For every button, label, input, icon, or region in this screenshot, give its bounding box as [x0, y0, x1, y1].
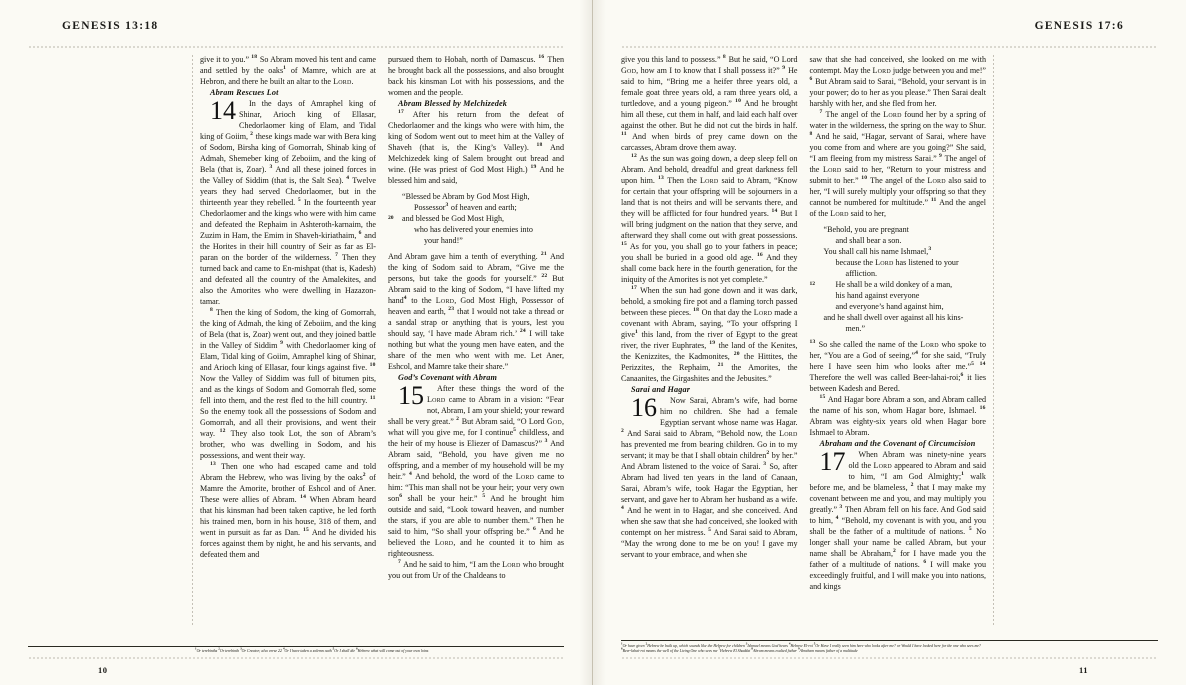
right-page [593, 0, 1186, 685]
note-line[interactable] [1001, 623, 1158, 641]
running-head-right: GENESIS 17:6 [1034, 20, 1124, 32]
note-line[interactable] [1001, 60, 1158, 78]
footnote-text: Or terebinths [196, 649, 218, 654]
verse-number: 9 [782, 65, 786, 72]
verse-number: 6 [399, 493, 403, 500]
divine-name: Lord [434, 538, 454, 547]
note-line[interactable] [28, 113, 185, 131]
divine-name: Lord [875, 258, 894, 267]
footnote-text: Ishmael means God hears [747, 643, 788, 648]
divine-name: Lord [515, 472, 535, 481]
verse-number: 4 [835, 515, 839, 522]
note-line[interactable] [28, 271, 185, 289]
note-line[interactable] [1001, 553, 1158, 571]
divine-name: Lord [872, 66, 891, 75]
verse-number: 4 [915, 350, 919, 357]
verse-number: 16 [538, 54, 545, 61]
note-line[interactable] [28, 517, 185, 535]
scripture-paragraph: $^{17}$ When the sun had gone down and it was dark, behold, a smoking fire pot and a flaming torch passed between these pieces. $^{18}$ On that day the Lord made a covenant with Abram, saying, “To your offspring I give$^1$ this land, from the river of Egypt to the great river, the river Euphrates, $^{19}$ the land of the Kenites, the Kenizzites, the Kadmonites, $^{20}$ the Hittites, the Perizzites, the Rephaim, $^{21}$ the Amorites, the Canaanites, the Girgashites and the Jebusites.” [621, 285, 798, 383]
note-line[interactable] [1001, 148, 1158, 166]
footnote-entry [333, 649, 355, 653]
divine-name: God [546, 417, 562, 426]
footnote-text: Hebrew El Shaddai [720, 649, 751, 654]
poetry-line: who has delivered your enemies into [414, 225, 533, 234]
note-line[interactable] [28, 588, 185, 606]
footnote-marker: 1 [195, 647, 197, 652]
note-line[interactable] [1001, 517, 1158, 535]
verse-number: 19 [530, 164, 537, 171]
divine-name: God [621, 66, 637, 75]
note-line[interactable] [1001, 289, 1158, 307]
section-heading: God’s Covenant with Abram [398, 373, 498, 382]
note-line[interactable] [1001, 236, 1158, 254]
verse-number: 21 [540, 251, 547, 258]
poetry-line: “Behold, you are pregnant [823, 225, 909, 234]
divine-name: Lord [822, 165, 842, 174]
note-line[interactable] [1001, 359, 1158, 377]
verse-number: 21 [717, 362, 724, 369]
note-line[interactable] [28, 78, 185, 96]
verse-number: 2 [621, 428, 624, 435]
verse-number: 3 [544, 438, 548, 445]
footnote-marker: 1 [621, 641, 623, 646]
note-line[interactable] [28, 570, 185, 588]
note-line[interactable] [1001, 377, 1158, 395]
verse-number: 1 [961, 471, 965, 478]
footnote-entry [218, 649, 239, 653]
note-line[interactable] [28, 166, 185, 184]
verse-number: 8 [210, 307, 213, 314]
margin-divider-right [993, 54, 994, 627]
footnote-marker: 6 [356, 647, 358, 652]
footnote-marker: 2 [218, 647, 220, 652]
divine-name: Lord [920, 340, 939, 349]
section-heading: Sarai and Hagar [631, 385, 691, 394]
verse-number: 4 [346, 175, 350, 182]
chapter-number: 16 [631, 393, 657, 422]
verse-number: 6 [960, 372, 964, 379]
poetry-block [388, 191, 564, 246]
left-text-columns [200, 54, 564, 627]
note-line[interactable] [1001, 588, 1158, 606]
section-heading: Abram Rescues Lot [210, 88, 279, 97]
poetry-line: his hand against everyone [835, 291, 920, 300]
divine-name: Lord [830, 209, 849, 218]
verse-number: 2 [362, 472, 366, 479]
verse-number: 15 [303, 527, 310, 534]
verse-number: 7 [335, 252, 339, 259]
verse-number: 8 [809, 131, 813, 138]
note-line[interactable] [1001, 183, 1158, 201]
footnote-entry [798, 649, 858, 653]
verse-number: 11 [621, 131, 627, 138]
note-line[interactable] [28, 95, 185, 113]
verse-number: 5 [482, 493, 486, 500]
scripture-paragraph: pursued them to Hobah, north of Damascus. $^{16}$ Then he brought back all the possessions, and also brought back his kinsman Lot with his possessions, and the women and the people. [388, 54, 565, 97]
footnote-marker: 4 [282, 647, 285, 652]
footnote-marker: 3 [240, 647, 242, 652]
note-line[interactable] [28, 60, 185, 78]
verse-number: 10 [369, 362, 376, 369]
note-line[interactable] [1001, 570, 1158, 588]
verse-number: 15 [819, 394, 826, 401]
footnote-marker: 2 [645, 641, 648, 646]
footnote-marker: 7 [718, 647, 721, 652]
scripture-paragraph: And Abram gave him a tenth of everything. $^{21}$ And the king of Sodom said to Abram, “Give me the persons, but take the goods for yourself.” $^{22}$ But Abram said to the king of Sodom, “I have lifted my hand$^4$ to the Lord, God Most High, Possessor of heaven and earth, $^{23}$ that I would not take a thread or a sandal strap or anything that is yours, lest you should say, ‘I have made Abram rich.’ $^{24}$ I will take nothing but what the young men have eaten, and the share of the men who went with me. Let Aner, Eshcol, and Mamre take their share.” [388, 251, 564, 371]
verse-number: 15 [621, 241, 627, 248]
note-line[interactable] [1001, 201, 1158, 219]
note-line[interactable] [1001, 78, 1158, 96]
note-margin-left[interactable] [28, 54, 185, 627]
note-line[interactable] [28, 605, 185, 623]
verse-number: 2 [892, 548, 896, 555]
verse-number: 7 [819, 109, 823, 116]
chapter-paragraph: 14 In the days of Amraphel king of Shinar, Arioch king of Ellasar, Chedorlaomer king of Elam, and Tidal king of Goiim, $^2$ these kings made war with Bera king of Sodom, Birsha king of Gomorrah, Shinab king of Admah, Shemeber king of Zeboiim, and the king of Bela (that is, Zoar). $^3$ And all these joined forces in the Valley of Siddim (that is, the Salt Sea). $^4$ Twelve years they had served Chedorlaomer, but in the thirteenth year they rebelled. $^5$ In the fourteenth year Chedorlaomer and the kings who were with him came and defeated the Rephaim in Ashteroth-karnaim, the Zuzim in Ham, the Emim in Shaveh-kiriathaim, $^6$ and the Horites in their hill country of Seir as far as El-paran on the border of the wilderness. $^7$ Then they turned back and came to En-mishpat (that is, Kadesh) and defeated all the country of the Amalekites, and also the Amorites who were dwelling in Hazazon-tamar. [200, 96, 377, 306]
verse-number: 12 [631, 153, 637, 160]
note-line[interactable] [28, 482, 185, 500]
verse-number: 2 [910, 482, 914, 489]
verse-number: 3 [839, 504, 843, 511]
note-line[interactable] [1001, 166, 1158, 184]
footnote-text: Or I shall die [334, 649, 356, 654]
left-page-body [28, 54, 564, 627]
footnote-text: Or Creator; also verse 22 [241, 649, 282, 654]
note-line[interactable] [1001, 605, 1158, 623]
note-line[interactable] [28, 130, 185, 148]
verse-number: 1 [283, 65, 287, 72]
note-line[interactable] [1001, 95, 1158, 113]
section-heading: Abraham and the Covenant of Circumcision [819, 439, 976, 448]
footnote-entry [788, 641, 813, 648]
verse-number: 3 [269, 164, 273, 171]
footnote-entry [621, 641, 645, 648]
note-line[interactable] [28, 394, 185, 412]
verse-number: 2 [250, 131, 254, 138]
divine-name: Lord [927, 176, 946, 185]
verse-number: 4 [403, 295, 407, 302]
footnote-entry [645, 641, 745, 648]
note-line[interactable] [28, 500, 185, 518]
verse-number: 13 [210, 461, 216, 468]
divine-name: Lord [883, 110, 902, 119]
footer-dotted-rule-right [621, 657, 1158, 659]
footnote-text: Hebrew be built up, which sounds like the Hebrew for children [647, 643, 745, 648]
verse-number: 9 [280, 340, 284, 347]
scripture-paragraph: $^{15}$ And Hagar bore Abram a son, and Abram called the name of his son, whom Hagar bore, Ishmael. $^{16}$ Abram was eighty-six years old when Hagar bore Ishmael to Abram. [809, 394, 986, 437]
verse-number: 14 [771, 208, 778, 215]
note-line[interactable] [1001, 535, 1158, 553]
note-line[interactable] [28, 289, 185, 307]
scripture-column-3 [621, 54, 798, 627]
divine-name: Lord [753, 308, 773, 317]
verse-number: 19 [709, 340, 716, 347]
footnote-entry [718, 649, 750, 653]
verse-number: 3 [928, 246, 932, 253]
scripture-column-4 [810, 54, 987, 627]
verse-number: 22 [541, 273, 548, 280]
divine-name: Lord [699, 176, 719, 185]
note-line[interactable] [28, 183, 185, 201]
note-line[interactable] [1001, 447, 1158, 465]
footnote-entry [751, 649, 797, 653]
divine-name: Lord [502, 560, 521, 569]
verse-number: 6 [532, 526, 536, 533]
note-line[interactable] [28, 201, 185, 219]
footnote-entry [283, 649, 332, 653]
footnote-text: Hebrew what will come out of your own loins [357, 649, 429, 654]
verse-number: 5 [297, 197, 301, 204]
scripture-column-1 [200, 54, 376, 627]
scripture-paragraph: $^{13}$ Then one who had escaped came and told Abram the Hebrew, who was living by the oaks$^2$ of Mamre the Amorite, brother of Eshcol and of Aner. These were allies of Abram. $^{14}$ When Abram heard that his kinsman had been taken captive, he led forth his trained men, born in his house, 318 of them, and went in pursuit as far as Dan. $^{15}$ And he divided his forces against them by night, he and his servants, and defeated them and [200, 461, 376, 559]
verse-number: 8 [722, 54, 726, 61]
scripture-paragraph: give you this land to possess.” $^8$ But he said, “O Lord God, how am I to know that I shall possess it?” $^9$ He said to him, “Bring me a heifer three years old, a female goat three years old, a ram three years old, a turtledove, and a young pigeon.” $^{10}$ And he brought him all these, cut them in half, and laid each half over against the other. But he did not cut the birds in half. $^{11}$ And when birds of prey came down on the carcasses, Abram drove them away. [621, 54, 798, 152]
verse-number: 2 [456, 416, 460, 423]
scripture-column-2 [388, 54, 564, 627]
right-text-columns [621, 54, 986, 627]
note-line[interactable] [28, 535, 185, 553]
footnote-marker: 5 [813, 641, 816, 646]
footnote-marker: 8 [751, 647, 753, 652]
scripture-paragraph: saw that she had conceived, she looked on me with contempt. May the Lord judge between you and me!” $^6$ But Abram said to Sarai, “Behold, your servant is in your power; do to her as you please.” Then Sarai dealt harshly with her, and she fled from her. [809, 55, 986, 108]
poetry-line: affliction. [845, 269, 878, 278]
note-line[interactable] [28, 429, 185, 447]
verse-number: 10 [861, 175, 868, 182]
verse-number: 12 [219, 428, 226, 435]
footnote-text: Or have given [622, 643, 645, 648]
poetry-line: and everyone’s hand against him, [835, 302, 944, 311]
verse-number: 1 [634, 329, 638, 336]
verse-number: 18 [693, 307, 700, 314]
note-line[interactable] [28, 306, 185, 324]
verse-number: 2 [766, 450, 770, 457]
footer-dotted-rule-left [28, 657, 564, 659]
poetry-line: because the Lord has listened to your [835, 258, 959, 267]
scripture-paragraph: $^{13}$ So she called the name of the Lord who spoke to her, “You are a God of seeing,”$^4$ for she said, “Truly here I have seen him who looks after me.”$^5$ $^{14}$ Therefore the well was called Beer-lahai-roi;$^6$ it lies between Kadesh and Bered. [809, 339, 987, 393]
verse-number: 14 [300, 494, 307, 501]
note-line[interactable] [1001, 412, 1158, 430]
verse-number: 3 [445, 202, 449, 209]
note-line[interactable] [28, 553, 185, 571]
poetry-line: your hand!” [424, 236, 463, 245]
chapter-number: 14 [210, 96, 236, 125]
note-line[interactable] [1001, 130, 1158, 148]
footnote-entry [356, 649, 428, 653]
footnote-text: Abraham means father of a multitude [799, 649, 858, 654]
note-line[interactable] [1001, 254, 1158, 272]
poetry-line: men.” [845, 324, 866, 333]
note-line[interactable] [28, 236, 185, 254]
footnote-marker: 5 [332, 647, 335, 652]
verse-number: 16 [979, 405, 986, 412]
verse-number: 17 [631, 285, 637, 292]
divine-name: Lord [427, 395, 446, 404]
note-line[interactable] [28, 254, 185, 272]
note-line[interactable] [1001, 500, 1158, 518]
footnote-marker: 6 [621, 647, 623, 652]
verse-number: 20 [733, 351, 740, 358]
note-line[interactable] [1001, 324, 1158, 342]
poetry-line: and shall bear a son. [835, 236, 902, 245]
chapter-number: 15 [398, 381, 424, 410]
note-line[interactable] [28, 447, 185, 465]
scripture-paragraph: $^{12}$ As the sun was going down, a deep sleep fell on Abram. And behold, dreadful and great darkness fell upon him. $^{13}$ Then the Lord said to Abram, “Know for certain that your offspring will be sojourners in a land that is not theirs and will be servants there, and they will be afflicted for four hundred years. $^{14}$ But I will bring judgment on the nation that they serve, and afterward they shall come out with great possessions. $^{15}$ As for you, you shall go to your fathers in peace; you shall be buried in a good old age. $^{16}$ And they shall come back here in the fourth generation, for the iniquity of the Amorites is not yet complete.” [621, 153, 798, 284]
footnote-entry [240, 649, 282, 653]
chapter-paragraph: 16 Now Sarai, Abram’s wife, had borne him no children. She had a female Egyptian servant whose name was Hagar. $^2$ And Sarai said to Abram, “Behold now, the Lord has prevented me from bearing children. Go in to my servant; it may be that I shall obtain children$^2$ by her.” And Abram listened to the voice of Sarai. $^3$ So, after Abram had lived ten years in the land of Canaan, Sarai, Abram’s wife, took Hagar the Egyptian, her servant, and gave her to Abram her husband as a wife. $^4$ And he went in to Hagar, and she conceived. And when she saw that she had conceived, she looked with contempt on her mistress. $^5$ And Sarai said to Abram, “May the wrong done to me be on you! I gave my servant to your embrace, and when she [621, 393, 798, 559]
note-line[interactable] [1001, 218, 1158, 236]
footnote-marker: 9 [797, 647, 800, 652]
margin-divider-left [192, 54, 193, 627]
verse-number: 5 [513, 427, 517, 434]
verse-number: 14 [979, 361, 986, 368]
note-line[interactable] [1001, 482, 1158, 500]
footnotes-right [621, 640, 1158, 655]
note-line[interactable] [1001, 271, 1158, 289]
note-line[interactable] [1001, 306, 1158, 324]
right-page-body [621, 54, 1158, 627]
chapter-paragraph: 15 After these things the word of the Lord came to Abram in a vision: “Fear not, Abram, I am your shield; your reward shall be very great.” $^2$ But Abram said, “O Lord God, what will you give me, for I continue$^5$ childless, and the heir of my house is Eliezer of Damascus?” $^3$ And Abram said, “Behold, you have given me no offspring, and a member of my household will be my heir.” $^4$ And behold, the word of the Lord came to him: “This man shall not be your heir; your very own son$^6$ shall be your heir.” $^5$ And he brought him outside and said, “Look toward heaven, and number the stars, if you are able to number them.” Then he said to him, “So shall your offspring be.” $^6$ And he believed the Lord, and he counted it to him as righteousness. [388, 381, 565, 558]
verse-number: 4 [621, 505, 624, 512]
poetry-line: 20 and blessed be God Most High, [388, 214, 505, 223]
verse-number: 6 [923, 559, 927, 566]
footnote-entry [813, 641, 981, 648]
verse-number: 10 [735, 98, 742, 105]
footnote-text: Hebrew El-roi [790, 643, 813, 648]
divine-name: Lord [779, 429, 798, 438]
footnote-text: Abram means exalted father [752, 649, 797, 654]
footnote-text: Or Have I really seen him here who looks after me? or Would I have looked here for the one who sees me? [815, 643, 981, 648]
verse-number: 24 [519, 328, 526, 335]
verse-number: 4 [409, 471, 412, 478]
chapter-paragraph: 17 When Abram was ninety-nine years old the Lord appeared to Abram and said to him, “I am God Almighty;$^1$ walk before me, and be blameless, $^2$ that I may make my covenant between me and you, and may multiply you greatly.” $^3$ Then Abram fell on his face. And God said to him, $^4$ “Behold, my covenant is with you, and you shall be the father of a multitude of nations. $^5$ No longer shall your name be called Abram, but your name shall be Abraham,$^2$ for I have made you the father of a multitude of nations. $^6$ I will make you exceedingly fruitful, and I will make you into nations, and kings [809, 447, 987, 591]
verse-number: 13 [657, 175, 664, 182]
verse-number: 9 [939, 153, 943, 160]
note-line[interactable] [28, 218, 185, 236]
verse-number: 13 [809, 339, 816, 346]
verse-number: 12 [809, 281, 816, 287]
verse-number: 11 [369, 395, 376, 402]
running-head-left: GENESIS 13:18 [62, 20, 159, 32]
verse-number: 16 [756, 252, 763, 259]
scripture-paragraph: $^{17}$ After his return from the defeat of Chedorlaomer and the kings who were with him, the king of Sodom went out to meet him at the Valley of Shaveh (that is, the King’s Valley). $^{18}$ And Melchizedek king of Salem brought out bread and wine. (He was priest of God Most High.) $^{19}$ And he blessed him and said, [388, 109, 564, 185]
header-dotted-rule-right [621, 46, 1158, 48]
verse-number: 5 [708, 527, 712, 534]
verse-number: 5 [968, 526, 972, 533]
verse-number: 18 [536, 142, 543, 149]
verse-number: 11 [930, 197, 937, 204]
scripture-paragraph: give it to you.” $^{18}$ So Abram moved his tent and came and settled by the oaks$^1$ of Mamre, which are at Hebron, and there he built an altar to the Lord. [200, 54, 376, 86]
poetry-line: “Blessed be Abram by God Most High, [402, 192, 530, 201]
footnote-text: Or terebinth [219, 649, 240, 654]
note-line[interactable] [1001, 394, 1158, 412]
poetry-line: 12 He shall be a wild donkey of a man, [809, 280, 953, 289]
footnote-text: Or I have taken a solemn oath [284, 649, 332, 654]
poetry-line: Possessor$^3$ of heaven and earth; [414, 202, 517, 212]
section-heading: Abram Blessed by Melchizedek [398, 99, 508, 108]
poetry-block [810, 224, 987, 334]
note-line[interactable] [1001, 113, 1158, 131]
note-margin-right[interactable] [1001, 54, 1158, 627]
verse-number: 5 [971, 361, 975, 368]
note-line[interactable] [28, 377, 185, 395]
divine-name: Lord [435, 296, 455, 305]
footnotes-left [28, 646, 564, 655]
note-line[interactable] [1001, 465, 1158, 483]
verse-number: 20 [388, 215, 394, 221]
scripture-paragraph: $^7$ The angel of the Lord found her by a spring of water in the wilderness, the spring on the way to Shur. $^8$ And he said, “Hagar, servant of Sarai, where have you come from and where are you going?” She said, “I am fleeing from my mistress Sarai.” $^9$ The angel of the Lord said to her, “Return to your mistress and submit to her.” $^{10}$ The angel of the Lord also said to her, “I will surely multiply your offspring so that they cannot be numbered for multitude.” $^{11}$ And the angel of the Lord said to her, [809, 109, 986, 218]
note-line[interactable] [28, 324, 185, 342]
divine-name: Lord [873, 461, 892, 470]
verse-number: 6 [358, 230, 362, 237]
note-line[interactable] [28, 465, 185, 483]
header-dotted-rule-left [28, 46, 564, 48]
page-number-right: 11 [1078, 665, 1088, 675]
note-line[interactable] [28, 359, 185, 377]
scripture-paragraph: $^7$ And he said to him, “I am the Lord who brought you out from Ur of the Chaldeans to [388, 559, 564, 580]
note-line[interactable] [1001, 429, 1158, 447]
note-line[interactable] [28, 412, 185, 430]
verse-number: 18 [251, 54, 258, 61]
divine-name: Lord [333, 77, 352, 86]
footnote-marker: 4 [788, 641, 791, 646]
footnote-marker: 3 [745, 641, 748, 646]
poetry-line: You shall call his name Ishmael,$^3$ [823, 246, 932, 256]
footnote-entry [195, 649, 217, 653]
verse-number: 17 [398, 109, 404, 116]
verse-number: 23 [448, 306, 455, 313]
poetry-line: and he shall dwell over against all his kins- [823, 313, 964, 322]
chapter-number: 17 [819, 447, 846, 476]
footnote-text: Beer-lahai-roi means the well of the Living One who sees me [622, 649, 718, 654]
note-line[interactable] [28, 342, 185, 360]
footnote-entry [621, 649, 717, 653]
note-line[interactable] [1001, 342, 1158, 360]
verse-number: 6 [809, 76, 813, 83]
verse-number: 7 [398, 559, 401, 566]
scripture-paragraph: $^8$ Then the king of Sodom, the king of Gomorrah, the king of Admah, the king of Zeboiim, and the king of Bela (that is, Zoar) went out, and they joined battle in the Valley of Siddim $^9$ with Chedorlaomer king of Elam, Tidal king of Goiim, Amraphel king of Shinar, and Arioch king of Ellasar, four kings against five. $^{10}$ Now the Valley of Siddim was full of bitumen pits, and as the kings of Sodom and Gomorrah fled, some fell into them, and the rest fled to the hill country. $^{11}$ So the enemy took all the possessions of Sodom and Gomorrah, and all their provisions, and went their way. $^{12}$ They also took Lot, the son of Abram’s brother, who was dwelling in Sodom, and his possessions, and went their way. [200, 307, 376, 460]
verse-number: 3 [763, 461, 767, 468]
note-line[interactable] [28, 623, 185, 641]
page-number-left: 10 [98, 665, 108, 675]
note-line[interactable] [28, 148, 185, 166]
